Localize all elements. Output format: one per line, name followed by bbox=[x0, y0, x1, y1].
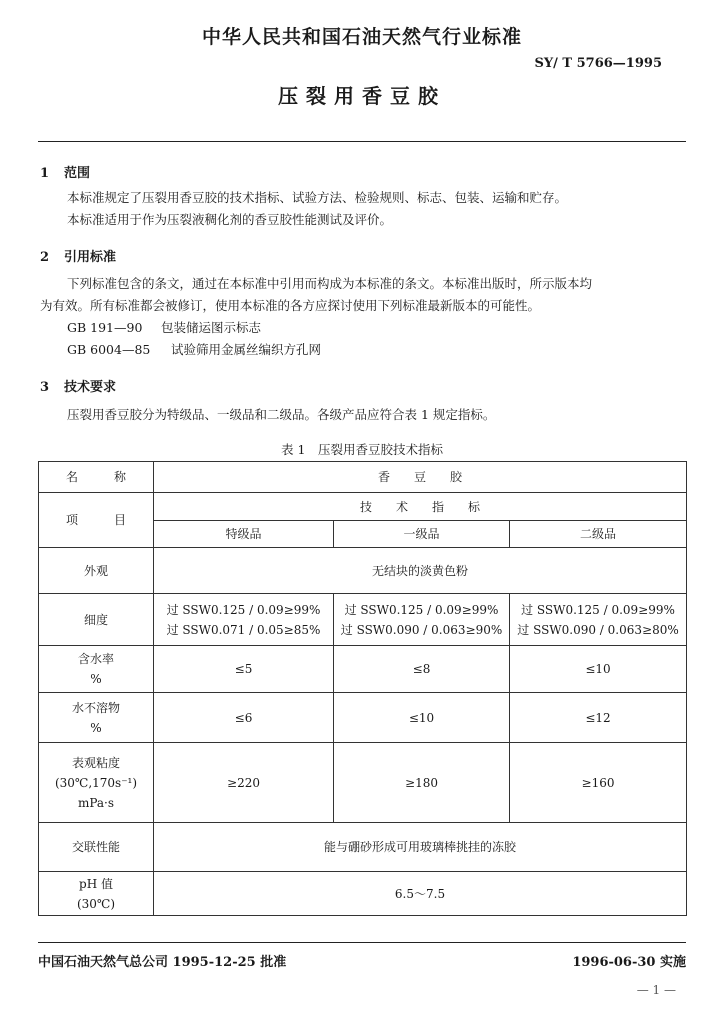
fineness-special-line-2: 过 SSW0.071 / 0.05≥85% bbox=[166, 622, 321, 637]
document-title: 压裂用香豆胶 bbox=[278, 84, 446, 108]
section-2-number: 2 bbox=[40, 250, 50, 265]
appearance-value: 无结块的淡黄色粉 bbox=[154, 548, 687, 594]
moisture-second: ≤10 bbox=[510, 646, 687, 693]
section-1-number: 1 bbox=[40, 166, 50, 181]
ph-label bbox=[39, 872, 154, 916]
header-product-cell: 香 豆 胶 bbox=[154, 462, 687, 493]
section-2-title: 引用标准 bbox=[64, 250, 117, 265]
fineness-special-line-1: 过 SSW0.125 / 0.09≥99% bbox=[166, 602, 321, 617]
fineness-second bbox=[510, 594, 687, 646]
header-indicator-cell: 技 术 指 标 bbox=[154, 493, 687, 521]
section-1-title: 范围 bbox=[64, 166, 91, 181]
approval-text: 中国石油天然气总公司 1995-12-25 批准 bbox=[38, 955, 287, 970]
viscosity-special: ≥220 bbox=[154, 743, 334, 823]
fineness-first-line-1: 过 SSW0.125 / 0.09≥99% bbox=[344, 602, 499, 617]
table-caption: 表 1 压裂用香豆胶技术指标 bbox=[281, 442, 443, 457]
moisture-first: ≤8 bbox=[334, 646, 510, 693]
reference-2 bbox=[67, 340, 321, 360]
fineness-special bbox=[154, 594, 334, 646]
insoluble-label-line-2: % bbox=[90, 720, 102, 735]
footer-divider bbox=[38, 942, 686, 943]
insoluble-second: ≤12 bbox=[510, 693, 687, 743]
insoluble-special: ≤6 bbox=[154, 693, 334, 743]
crosslink-value: 能与硼砂形成可用玻璃棒挑挂的冻胶 bbox=[154, 823, 687, 872]
section-1-para-1: 本标准规定了压裂用香豆胶的技术指标、试验方法、检验规则、标志、包装、运输和贮存。 bbox=[67, 190, 568, 205]
section-3-heading bbox=[40, 376, 116, 395]
fineness-second-line-1: 过 SSW0.125 / 0.09≥99% bbox=[521, 602, 675, 617]
fineness-first-line-2: 过 SSW0.090 / 0.063≥90% bbox=[340, 622, 503, 637]
table-row bbox=[39, 462, 687, 493]
reference-1-name: 包装储运图示标志 bbox=[161, 320, 262, 335]
moisture-label-line-2: % bbox=[90, 672, 102, 686]
table-row bbox=[39, 646, 687, 693]
viscosity-label-line-2: (30℃,170s⁻¹) bbox=[54, 775, 138, 790]
reference-1-code: GB 191—90 bbox=[67, 320, 143, 335]
section-3-para: 压裂用香豆胶分为特级品、一级品和二级品。各级产品应符合表 1 规定指标。 bbox=[67, 407, 496, 422]
section-3-number: 3 bbox=[40, 380, 50, 395]
insoluble-label bbox=[39, 693, 154, 743]
section-2-para-line-2: 为有效。所有标准都会被修订，使用本标准的各方应探讨使用下列标准最新版本的可能性。 bbox=[40, 298, 541, 313]
viscosity-label-line-3: mPa·s bbox=[77, 795, 115, 810]
crosslink-label: 交联性能 bbox=[39, 823, 154, 872]
section-2-heading bbox=[40, 246, 116, 265]
implementation-date: 1996-06-30 实施 bbox=[572, 955, 686, 970]
ph-label-line-1: pH 值 bbox=[79, 876, 113, 891]
viscosity-first: ≥180 bbox=[334, 743, 510, 823]
org-title: 中华人民共和国石油天然气行业标准 bbox=[201, 26, 522, 48]
viscosity-second: ≥160 bbox=[510, 743, 687, 823]
viscosity-label-line-1: 表观粘度 bbox=[71, 755, 120, 770]
table-row bbox=[39, 823, 687, 872]
appearance-label: 外观 bbox=[39, 548, 154, 594]
moisture-label bbox=[39, 646, 154, 693]
table-row bbox=[39, 594, 687, 646]
grade-special: 特级品 bbox=[154, 521, 334, 548]
moisture-special: ≤5 bbox=[154, 646, 334, 693]
reference-1 bbox=[67, 318, 261, 338]
spec-table bbox=[38, 461, 687, 916]
moisture-label-line-1: 含水率 bbox=[77, 652, 114, 666]
table-row bbox=[39, 743, 687, 823]
viscosity-label bbox=[39, 743, 154, 823]
table-row bbox=[39, 693, 687, 743]
section-2-para-line-1: 下列标准包含的条文，通过在本标准中引用而构成为本标准的条文。本标准出版时，所示版本均 bbox=[67, 276, 593, 291]
table-row bbox=[39, 493, 687, 521]
fineness-second-line-2: 过 SSW0.090 / 0.063≥80% bbox=[517, 622, 679, 637]
ph-label-line-2: (30℃) bbox=[76, 896, 116, 911]
reference-2-code: GB 6004—85 bbox=[67, 342, 151, 357]
section-1-heading bbox=[40, 162, 90, 181]
grade-second: 二级品 bbox=[510, 521, 687, 548]
fineness-label: 细度 bbox=[39, 594, 154, 646]
header-item-cell: 项 目 bbox=[39, 493, 154, 548]
insoluble-first: ≤10 bbox=[334, 693, 510, 743]
header-name-cell: 名 称 bbox=[39, 462, 154, 493]
table-row bbox=[39, 872, 687, 916]
section-3-title: 技术要求 bbox=[64, 380, 117, 395]
insoluble-label-line-1: 水不溶物 bbox=[71, 700, 120, 715]
standard-code: SY/ T 5766—1995 bbox=[534, 56, 662, 71]
grade-first: 一级品 bbox=[334, 521, 510, 548]
section-1-para-2: 本标准适用于作为压裂液稠化剂的香豆胶性能测试及评价。 bbox=[67, 212, 393, 227]
reference-2-name: 试验筛用金属丝编织方孔网 bbox=[171, 342, 322, 357]
page-number: — 1 — bbox=[636, 983, 676, 997]
table-row bbox=[39, 548, 687, 594]
header-divider bbox=[38, 141, 686, 142]
fineness-first bbox=[334, 594, 510, 646]
ph-value: 6.5～7.5 bbox=[154, 872, 687, 916]
